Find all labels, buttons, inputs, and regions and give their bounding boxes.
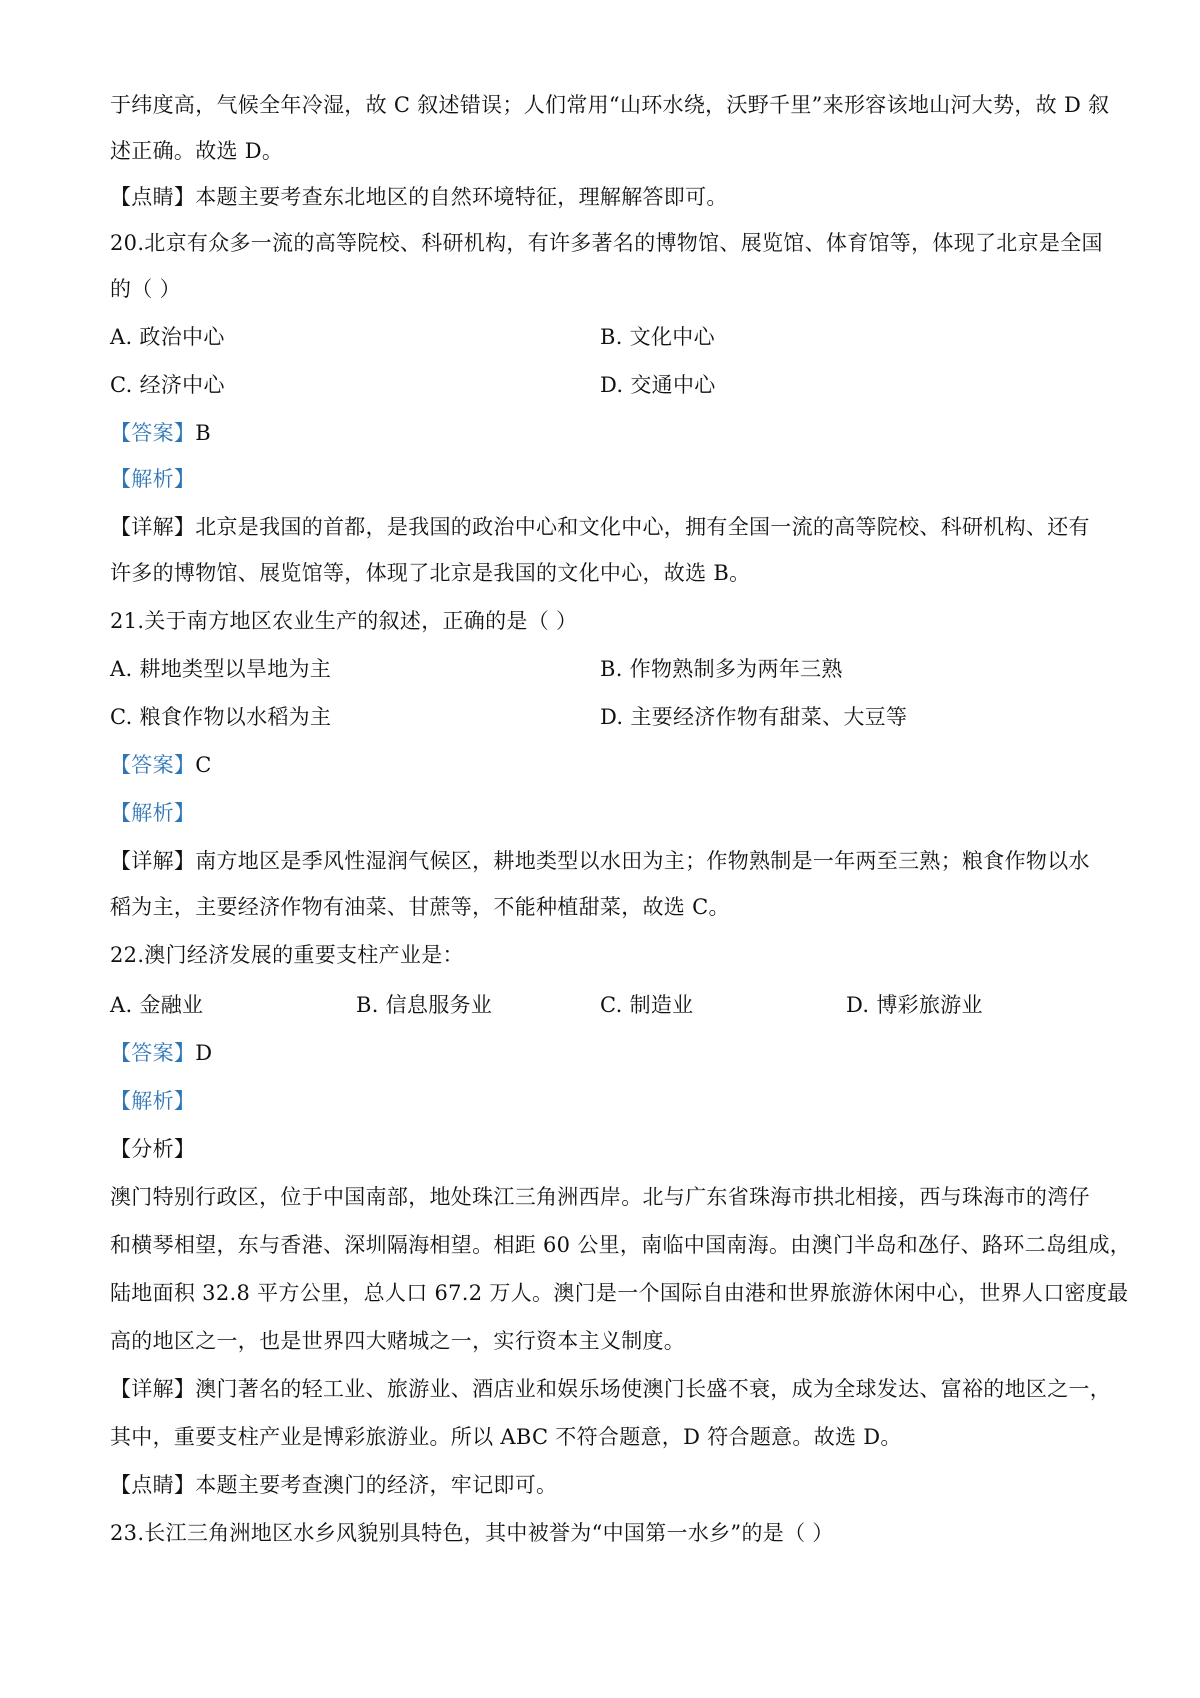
q22-answer xyxy=(110,1038,1110,1068)
q20-detail-line-2: 许多的博物馆、展览馆等，体现了北京是我国的文化中心，故选 B。 xyxy=(110,561,751,585)
prev-analysis-line-1: 于纬度高，气候全年冷湿，故 C 叙述错误；人们常用“山环水绕，沃野千里”来形容该地山河大势，故 D 叙 xyxy=(110,93,1110,117)
q22-option-b: B. 信息服务业 xyxy=(356,993,493,1017)
q22-stem: 22.澳门经济发展的重要支柱产业是： xyxy=(110,943,464,967)
q22-fenxi-line-2: 和横琴相望，东与香港、深圳隔海相望。相距 60 公里，南临中国南海。由澳门半岛和氹仔、路环二岛组成， xyxy=(110,1233,1132,1257)
q22-option-d: D. 博彩旅游业 xyxy=(846,993,983,1017)
q20-analysis-tag: 【解析】 xyxy=(110,467,196,491)
q23-stem: 23.长江三角洲地区水乡风貌别具特色，其中被誉为“中国第一水乡”的是（ ） xyxy=(110,1521,834,1545)
q22-comment xyxy=(110,1470,1110,1500)
q22-fenxi-line-1: 澳门特别行政区，位于中国南部，地处珠江三角洲西岸。北与广东省珠海市拱北相接，西与珠海市的湾仔 xyxy=(110,1185,1090,1209)
prev-comment xyxy=(110,182,1110,212)
answer-tag: 【答案】 xyxy=(110,753,196,777)
q22-detail-line-1 xyxy=(110,1374,1110,1404)
q21-option-c: C. 粮食作物以水稻为主 xyxy=(110,705,332,729)
q20-stem-line-2: 的（ ） xyxy=(110,277,181,301)
answer-value: D xyxy=(195,1041,213,1065)
q21-option-a: A. 耕地类型以旱地为主 xyxy=(110,657,332,681)
q22-fenxi-line-4: 高的地区之一，也是世界四大赌城之一，实行资本主义制度。 xyxy=(110,1329,686,1353)
answer-value: C xyxy=(195,753,212,777)
comment-text: 本题主要考查东北地区的自然环境特征，理解解答即可。 xyxy=(195,185,728,209)
q22-option-c: C. 制造业 xyxy=(600,993,694,1017)
comment-tag: 【点睛】 xyxy=(110,185,196,209)
q21-stem: 21.关于南方地区农业生产的叙述，正确的是（ ） xyxy=(110,609,578,633)
q21-option-b: B. 作物熟制多为两年三熟 xyxy=(600,657,843,681)
detail-tag: 【详解】 xyxy=(110,515,196,539)
q20-stem-line-1: 20.北京有众多一流的高等院校、科研机构，有许多著名的博物馆、展览馆、体育馆等，体现了北京是全国 xyxy=(110,231,1103,255)
q20-answer xyxy=(110,418,1110,448)
q22-option-a: A. 金融业 xyxy=(110,993,204,1017)
detail-text: 北京是我国的首都，是我国的政治中心和文化中心，拥有全国一流的高等院校、科研机构、还有 xyxy=(195,515,1090,539)
q21-detail-line-2: 稻为主，主要经济作物有油菜、甘蔗等，不能种植甜菜，故选 C。 xyxy=(110,895,730,919)
q20-detail-line-1 xyxy=(110,512,1110,542)
q22-fenxi-tag: 【分析】 xyxy=(110,1137,196,1161)
q22-analysis-tag: 【解析】 xyxy=(110,1089,196,1113)
detail-tag: 【详解】 xyxy=(110,849,196,873)
answer-tag: 【答案】 xyxy=(110,1041,196,1065)
q20-option-d: D. 交通中心 xyxy=(600,373,716,397)
q22-detail-line-2: 其中，重要支柱产业是博彩旅游业。所以 ABC 不符合题意，D 符合题意。故选 D。 xyxy=(110,1425,902,1449)
answer-value: B xyxy=(195,421,211,445)
q20-option-c: C. 经济中心 xyxy=(110,373,225,397)
q21-detail-line-1 xyxy=(110,846,1110,876)
q21-option-d: D. 主要经济作物有甜菜、大豆等 xyxy=(600,705,908,729)
detail-text: 澳门著名的轻工业、旅游业、酒店业和娱乐场使澳门长盛不衰，成为全球发达、富裕的地区之一， xyxy=(195,1377,1112,1401)
detail-tag: 【详解】 xyxy=(110,1377,196,1401)
detail-text: 南方地区是季风性湿润气候区，耕地类型以水田为主；作物熟制是一年两至三熟；粮食作物以水 xyxy=(195,849,1090,873)
q20-option-a: A. 政治中心 xyxy=(110,325,225,349)
q21-answer xyxy=(110,750,1110,780)
comment-tag: 【点睛】 xyxy=(110,1473,196,1497)
prev-analysis-line-2: 述正确。故选 D。 xyxy=(110,139,284,163)
q22-fenxi-line-3: 陆地面积 32.8 平方公里，总人口 67.2 万人。澳门是一个国际自由港和世界旅游休闲中心，世界人口密度最 xyxy=(110,1281,1129,1305)
comment-text: 本题主要考查澳门的经济，牢记即可。 xyxy=(195,1473,558,1497)
answer-tag: 【答案】 xyxy=(110,421,196,445)
q21-analysis-tag: 【解析】 xyxy=(110,801,196,825)
q20-option-b: B. 文化中心 xyxy=(600,325,715,349)
